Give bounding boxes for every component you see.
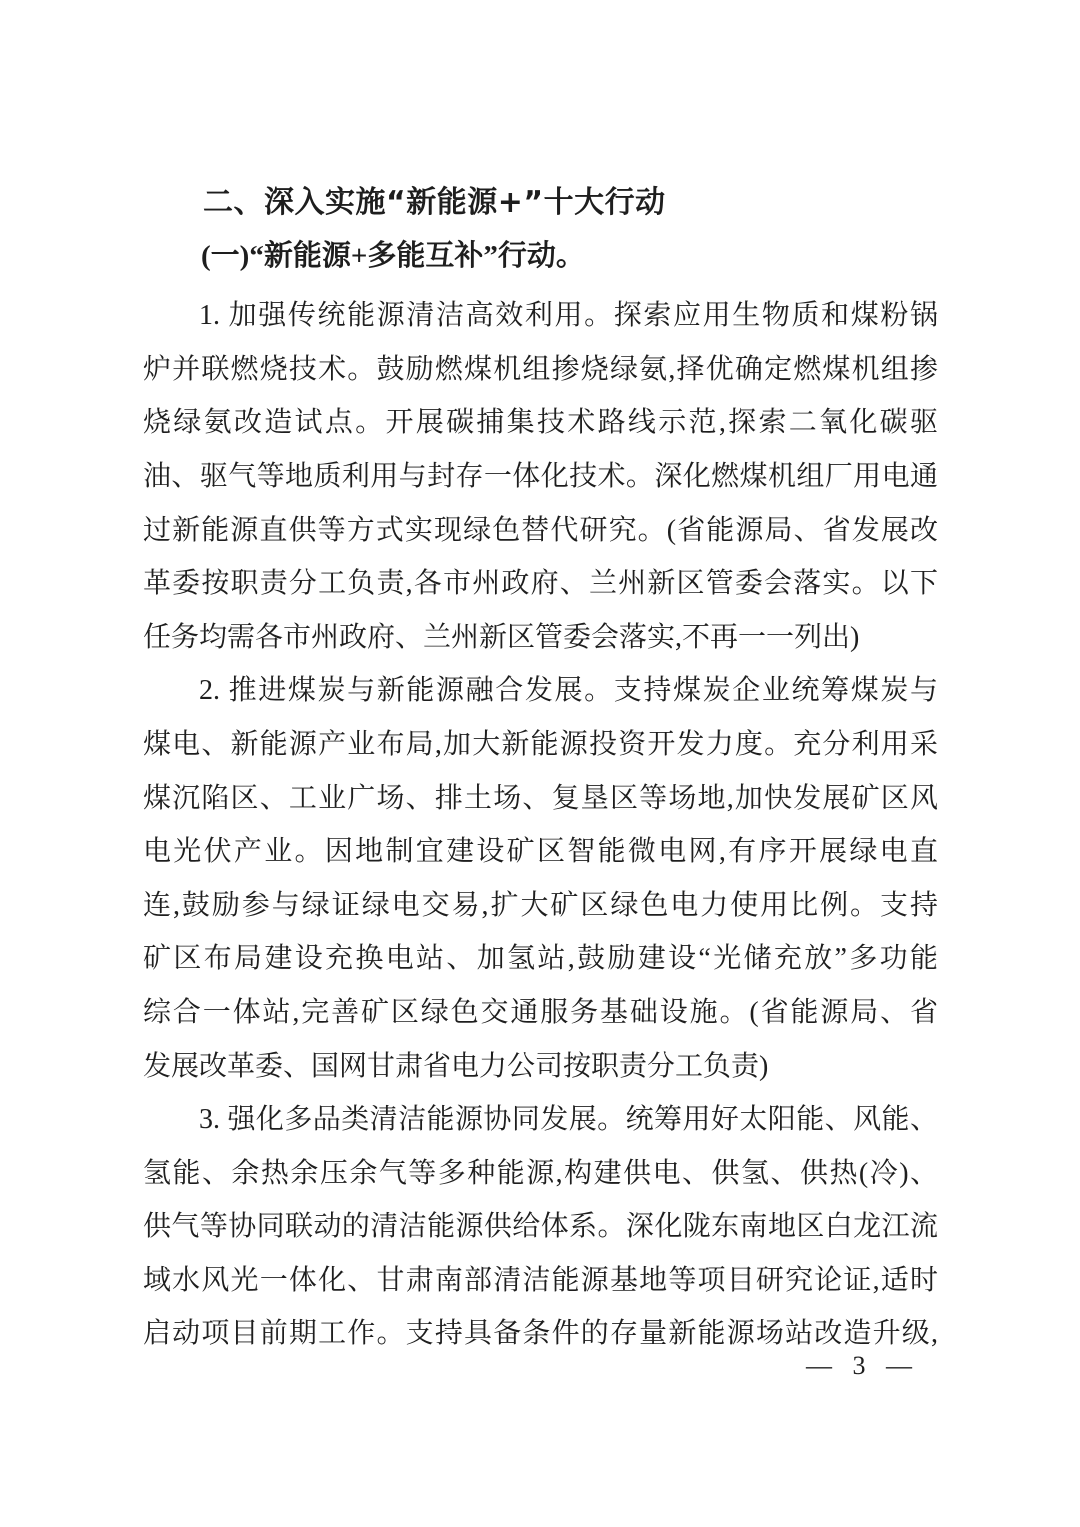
paragraph [143,1093,938,1361]
document-body [143,289,938,1361]
paragraph-line: 2. 推进煤炭与新能源融合发展。支持煤炭企业统筹煤炭与 [199,675,938,707]
paragraph-line: 3. 强化多品类清洁能源协同发展。统筹用好太阳能、风能、 [199,1104,938,1136]
paragraph-line: 过新能源直供等方式实现绿色替代研究。(省能源局、省发展改 [143,514,938,546]
paragraph-line: 煤沉陷区、工业广场、排土场、复垦区等场地,加快发展矿区风 [143,782,938,814]
paragraph-line: 综合一体站,完善矿区绿色交通服务基础设施。(省能源局、省 [143,996,938,1028]
paragraph-line: 矿区布局建设充换电站、加氢站,鼓励建设“光储充放”多功能 [143,943,938,975]
paragraph-line: 发展改革委、国网甘肃省电力公司按职责分工负责) [143,1050,769,1082]
paragraph-line: 1. 加强传统能源清洁高效利用。探索应用生物质和煤粉锅 [199,300,938,332]
paragraph-line: 供气等协同联动的清洁能源供给体系。深化陇东南地区白龙江流 [143,1211,938,1243]
paragraph-line: 油、驱气等地质利用与封存一体化技术。深化燃煤机组厂用电通 [143,460,938,492]
paragraph [143,289,938,664]
paragraph [143,664,938,1093]
paragraph-line: 煤电、新能源产业布局,加大新能源投资开发力度。充分利用采 [143,728,938,760]
subsection-heading: (一)“新能源+多能互补”行动。 [201,239,585,272]
paragraph-line: 炉并联燃烧技术。鼓励燃煤机组掺烧绿氨,择优确定燃煤机组掺 [143,353,938,385]
paragraph-line: 任务均需各市州政府、兰州新区管委会落实,不再一一列出) [143,621,860,653]
paragraph-line: 烧绿氨改造试点。开展碳捕集技术路线示范,探索二氧化碳驱 [143,407,938,439]
paragraph-line: 氢能、余热余压余气等多种能源,构建供电、供氢、供热(冷)、 [143,1157,938,1189]
paragraph-line: 连,鼓励参与绿证绿电交易,扩大矿区绿色电力使用比例。支持 [143,889,938,921]
section-heading: 二、深入实施“新能源+”十大行动 [203,185,666,220]
paragraph-line: 电光伏产业。因地制宜建设矿区智能微电网,有序开展绿电直 [143,836,938,868]
paragraph-line: 革委按职责分工负责,各市州政府、兰州新区管委会落实。以下 [143,568,938,600]
paragraph-line: 启动项目前期工作。支持具备条件的存量新能源场站改造升级, [143,1318,938,1350]
paragraph-line: 域水风光一体化、甘肃南部清洁能源基地等项目研究论证,适时 [143,1264,938,1296]
page-number: — 3 — [806,1351,912,1380]
